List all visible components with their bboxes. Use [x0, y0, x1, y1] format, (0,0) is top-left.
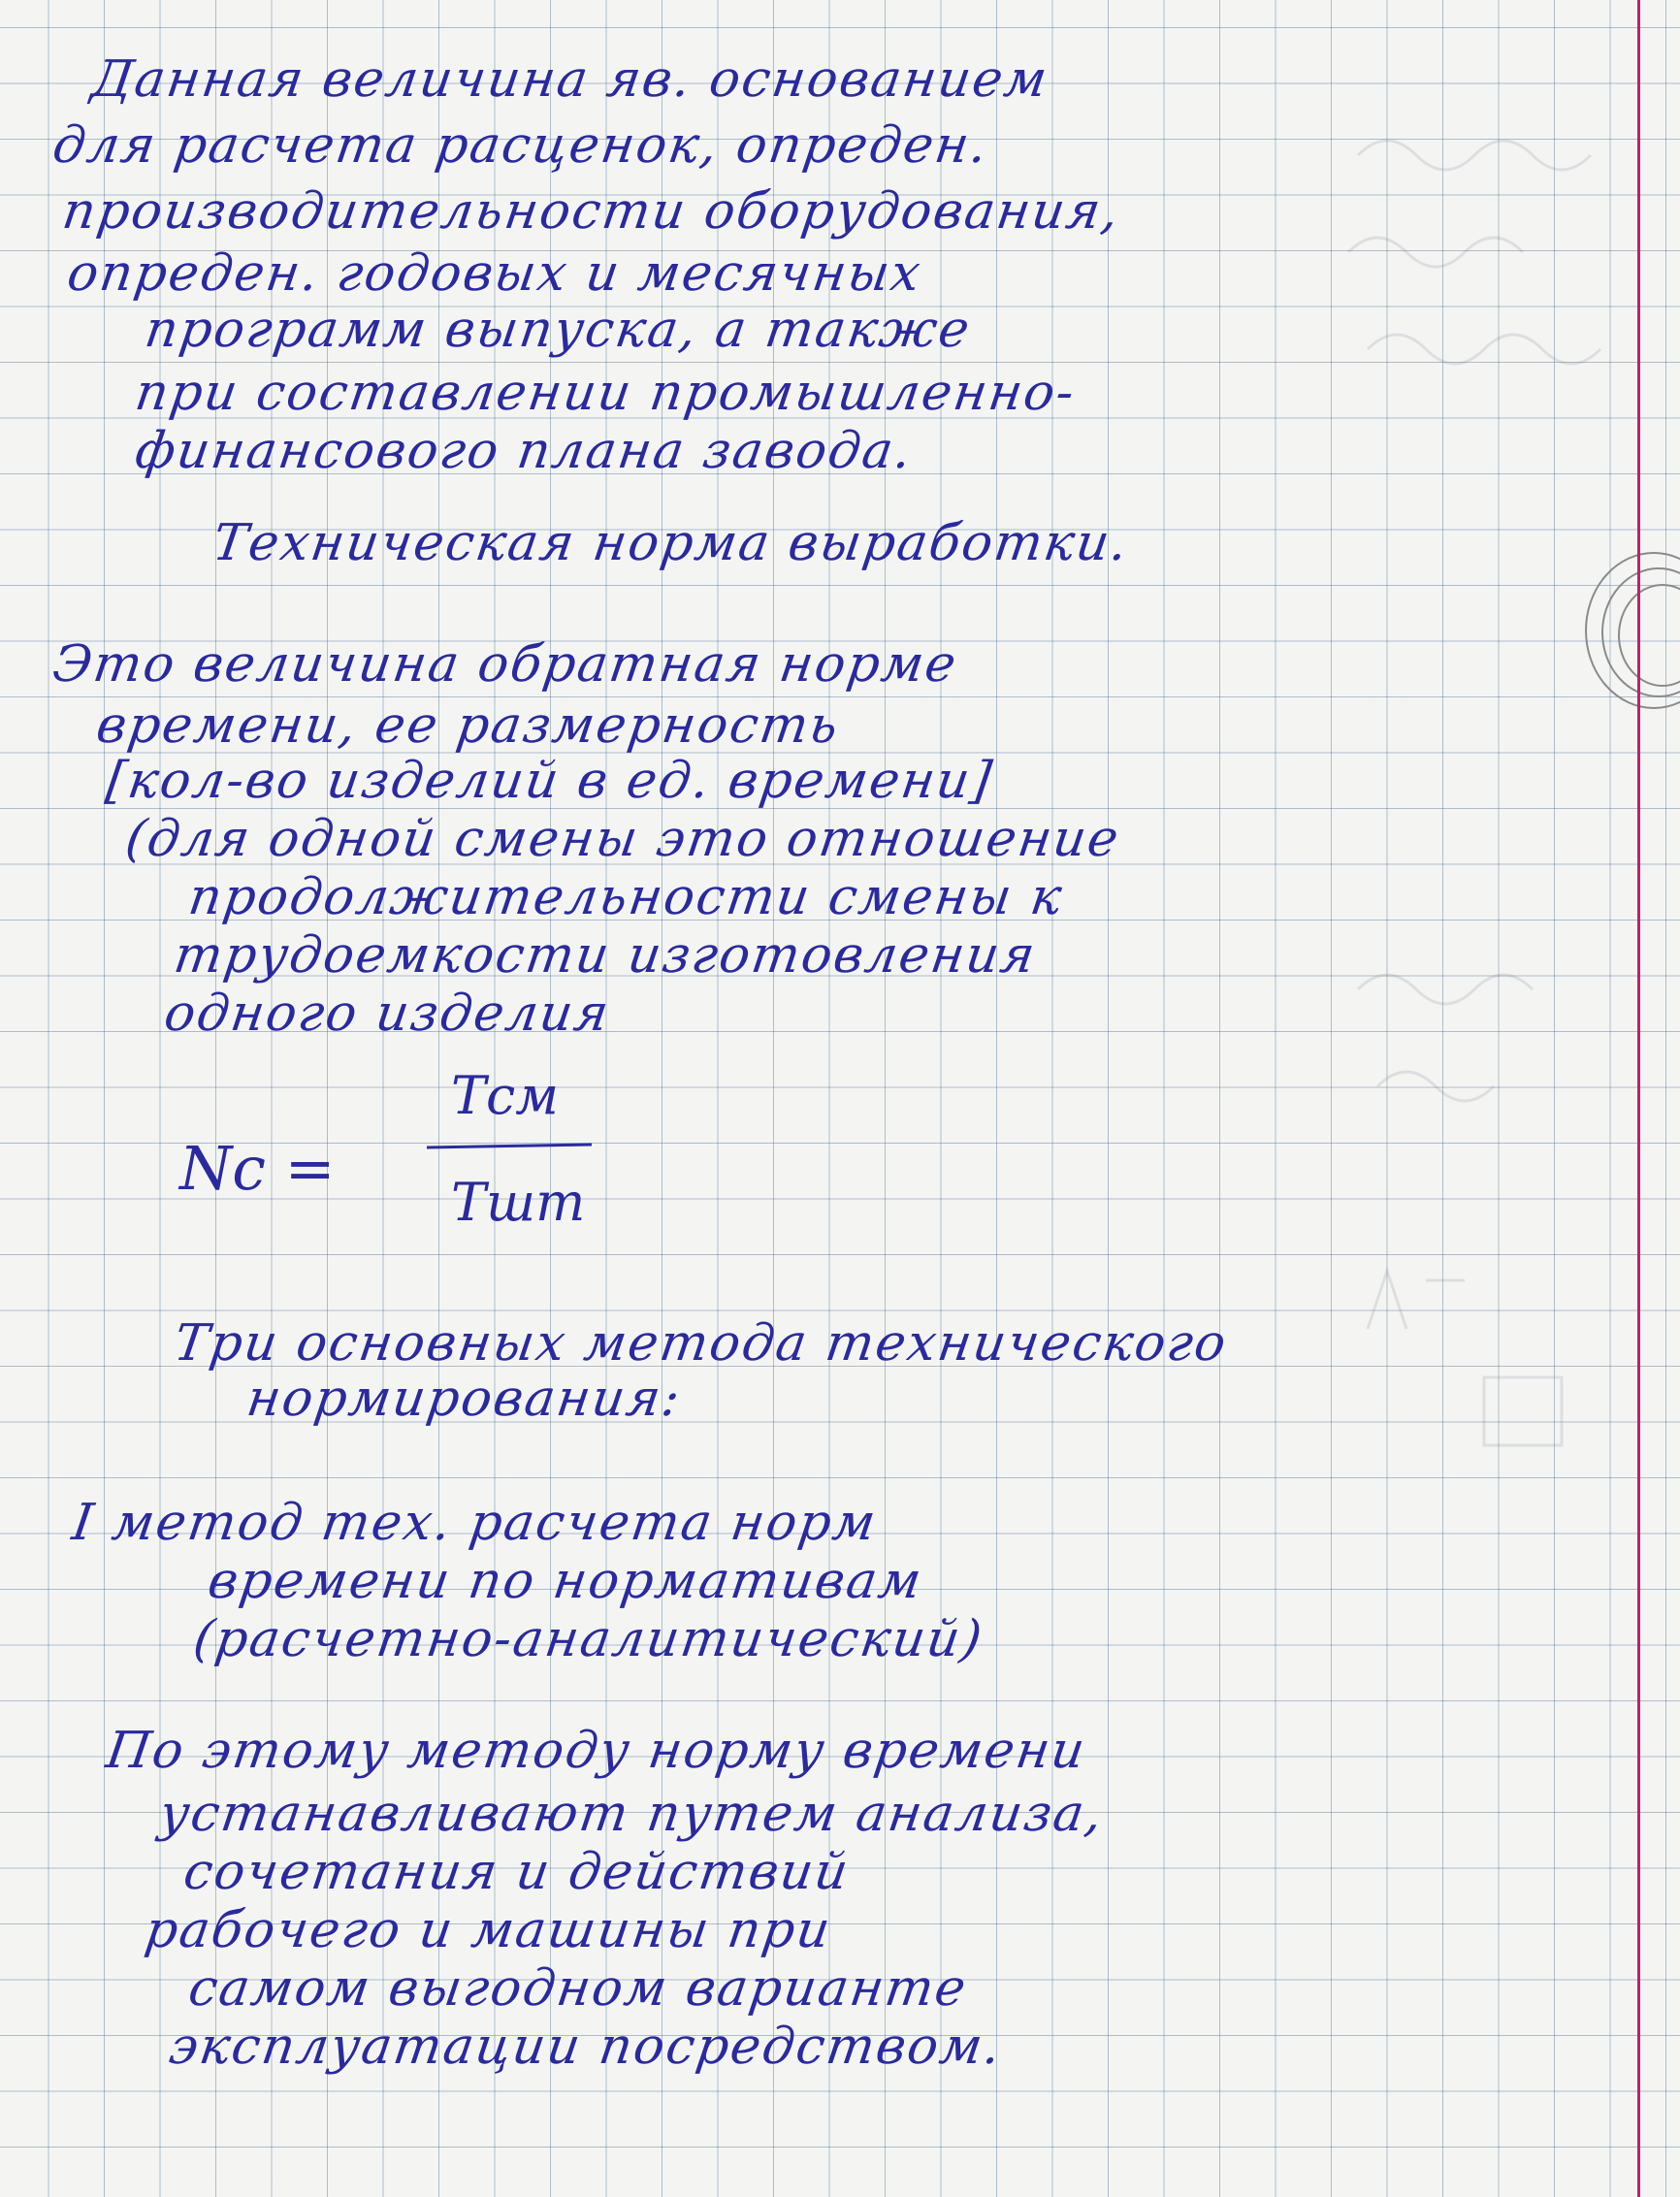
- section-heading: Техническая норма выработки.: [209, 514, 1133, 572]
- text-line: опреден. годовых и месячных: [63, 244, 926, 303]
- text-line: сочетания и действий: [179, 1843, 854, 1901]
- text-line: По этому методу норму времени: [102, 1722, 1090, 1780]
- text-line: производительности оборудования,: [58, 182, 1124, 241]
- fraction-bar: [427, 1144, 592, 1149]
- formula: [179, 1067, 645, 1261]
- text-line: (для одной смены это отношение: [121, 810, 1124, 868]
- text-line: финансового плана завода.: [131, 422, 917, 480]
- text-line: одного изделия: [160, 985, 614, 1043]
- text-line: нормирования:: [242, 1370, 686, 1428]
- formula-denominator: Tшт: [451, 1172, 586, 1233]
- text-line: программ выпуска, а также: [141, 301, 975, 359]
- text-line: времени, ее размерность: [92, 696, 844, 755]
- text-line: при составлении промышленно-: [131, 364, 1080, 422]
- text-line: [кол-во изделий в ед. времени]: [102, 752, 997, 810]
- text-line: рабочего и машины при: [141, 1901, 836, 1959]
- text-line: Это величина обратная норме: [48, 635, 961, 694]
- text-line: Данная величина яв. основанием: [87, 50, 1052, 109]
- text-line: самом выгодном варианте: [184, 1959, 972, 2018]
- text-line: для расчета расценок, опреден.: [48, 116, 993, 175]
- text-line: Три основных метода технического: [170, 1314, 1232, 1373]
- text-line: трудоемкости изготовления: [170, 926, 1041, 985]
- text-line: эксплуатации посредством.: [165, 2018, 1006, 2076]
- text-line: продолжительности смены к: [184, 868, 1067, 926]
- text-line: (расчетно-аналитический): [189, 1610, 987, 1668]
- text-line: времени по нормативам: [204, 1552, 927, 1610]
- formula-lhs: Nc =: [179, 1133, 336, 1204]
- text-line: устанавливают путем анализа,: [155, 1785, 1108, 1843]
- formula-numerator: Tсм: [451, 1065, 560, 1126]
- text-line: I метод тех. расчета норм: [68, 1494, 882, 1552]
